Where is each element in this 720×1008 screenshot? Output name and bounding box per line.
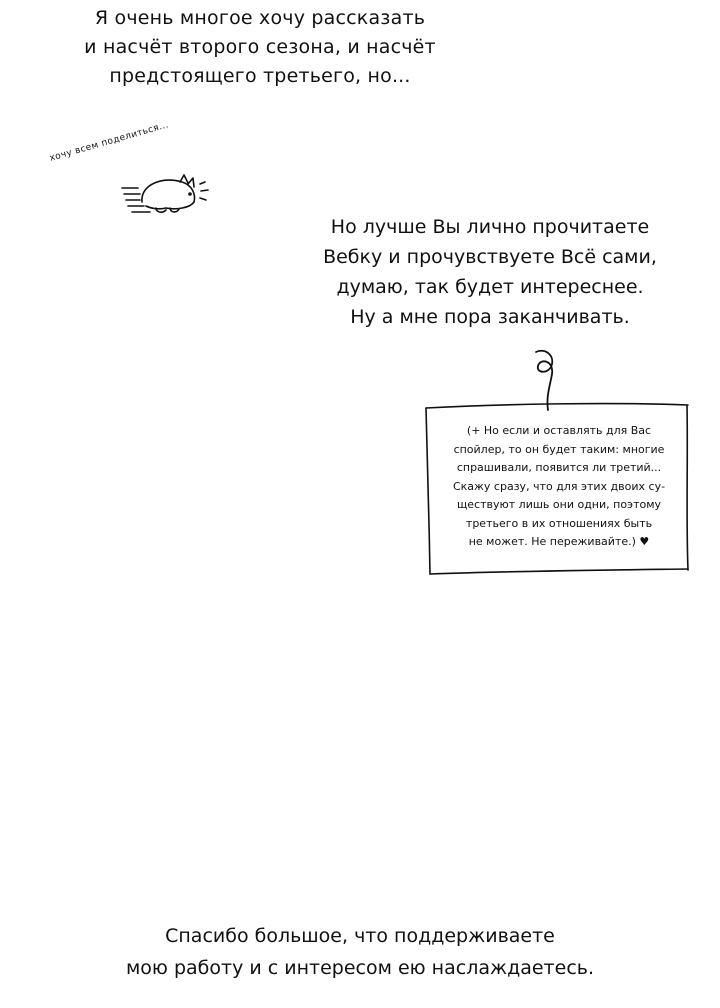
spoiler-note xyxy=(436,422,682,552)
intro-line-3: предстоящего третьего, но... xyxy=(109,65,411,87)
hiding-cat-doodle-icon xyxy=(120,170,220,218)
thanks-line-1: Спасибо большое, что поддерживаете xyxy=(165,925,555,947)
heart-icon: ♥ xyxy=(639,535,650,548)
intro-text xyxy=(40,4,480,91)
main-line-2: Вебку и прочувствуете Всё сами, xyxy=(323,246,657,268)
intro-line-2: и насчёт второго сезона, и насчёт xyxy=(84,36,436,58)
main-line-4: Ну а мне пора заканчивать. xyxy=(350,306,630,328)
intro-line-1: Я очень многое хочу рассказать xyxy=(94,7,426,29)
note-line-1: (+ Но если и оставлять для Вас xyxy=(466,424,652,437)
main-line-1: Но лучше Вы лично прочитаете xyxy=(330,216,650,238)
note-line-5: ществуют лишь они одни, поэтому xyxy=(456,498,662,511)
note-line-7-text: не может. Не переживайте.) xyxy=(468,535,636,548)
note-line-7 xyxy=(436,533,682,552)
main-line-3: думаю, так будет интереснее. xyxy=(336,276,644,298)
thanks-text xyxy=(90,920,630,984)
note-line-6: третьего в их отношениях быть xyxy=(465,516,653,530)
note-line-3: спрашивали, появится ли третий... xyxy=(456,461,662,474)
note-line-4: Скажу сразу, что для этих двоих су- xyxy=(452,479,666,493)
note-line-2: спойлер, то он будет таким: многие xyxy=(453,442,665,456)
main-text xyxy=(300,212,680,332)
thanks-line-2: мою работу и с интересом ею наслаждаетесь. xyxy=(125,957,595,979)
whisper-caption: хочу всем поделиться... xyxy=(48,120,170,164)
